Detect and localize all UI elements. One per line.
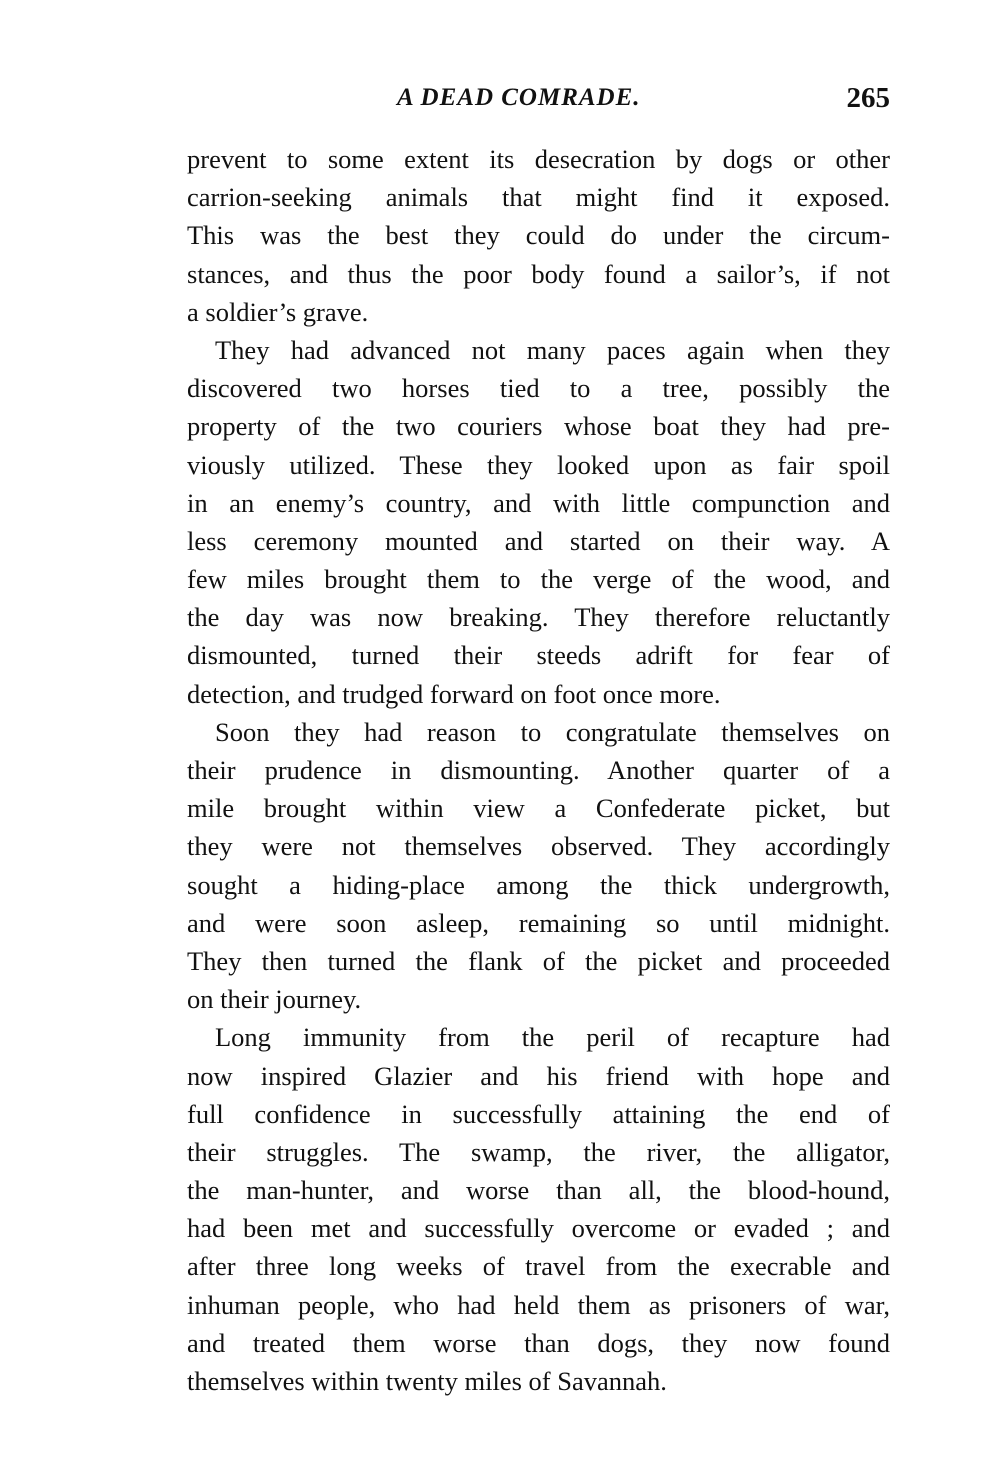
text-line: had been met and successfully overcome or evaded ; and — [187, 1213, 890, 1244]
text-line: the man-hunter, and worse than all, the blood-hound, — [187, 1175, 890, 1206]
text-line: They then turned the flank of the picket and proceeded — [187, 945, 890, 976]
text-line: property of the two couriers whose boat they had pre- — [187, 411, 890, 442]
text-line: now inspired Glazier and his friend with hope and — [187, 1060, 890, 1091]
text-line: they were not themselves observed. They accordingly — [187, 831, 890, 862]
paragraph — [187, 713, 890, 1019]
text-line: discovered two horses tied to a tree, possibly the — [187, 373, 890, 404]
paragraph — [187, 331, 890, 713]
text-line: Long immunity from the peril of recapture had — [215, 1022, 890, 1053]
text-line: and were soon asleep, remaining so until midnight. — [187, 907, 890, 938]
text-line: They had advanced not many paces again when they — [215, 334, 890, 365]
text-line: stances, and thus the poor body found a sailor’s, if not — [187, 258, 890, 289]
text-line: full confidence in successfully attaining the end of — [187, 1098, 890, 1129]
text-line: less ceremony mounted and started on their way. A — [187, 525, 890, 556]
text-line: inhuman people, who had held them as prisoners of war, — [187, 1289, 890, 1320]
running-title: A DEAD COMRADE. — [397, 84, 641, 111]
text-line: in an enemy’s country, and with little compunction and — [187, 487, 890, 518]
text-line: the day was now breaking. They therefore reluctantly — [187, 602, 890, 633]
text-line: and treated them worse than dogs, they now found — [187, 1327, 890, 1358]
text-line: prevent to some extent its desecration by dogs or other — [187, 144, 890, 174]
text-line: This was the best they could do under the circum- — [187, 220, 890, 251]
text-line: their prudence in dismounting. Another quarter of a — [187, 755, 890, 785]
text-line: Soon they had reason to congratulate themselves on — [215, 716, 890, 747]
text-line: their struggles. The swamp, the river, the alligator, — [187, 1136, 890, 1167]
page-header — [187, 84, 890, 124]
text-line: after three long weeks of travel from the execrable and — [187, 1251, 890, 1282]
text-line: mile brought within view a Confederate picket, but — [187, 793, 890, 824]
paragraph — [187, 1018, 890, 1400]
text-line: carrion-seeking animals that might find it exposed. — [187, 182, 890, 213]
text-line: on their journey. — [187, 984, 362, 1015]
text-line: a soldier’s grave. — [187, 296, 369, 327]
text-line: dismounted, turned their steeds adrift for fear of — [187, 640, 890, 671]
text-line: few miles brought them to the verge of the wood, and — [187, 564, 890, 595]
body-text — [187, 140, 890, 1400]
page-number: 265 — [846, 82, 890, 114]
text-line: viously utilized. These they looked upon as fair spoil — [187, 449, 890, 480]
paragraph — [187, 140, 890, 331]
text-line: themselves within twenty miles of Savannah. — [187, 1366, 667, 1396]
text-line: detection, and trudged forward on foot once more. — [187, 678, 721, 709]
text-line: sought a hiding-place among the thick undergrowth, — [187, 869, 890, 900]
